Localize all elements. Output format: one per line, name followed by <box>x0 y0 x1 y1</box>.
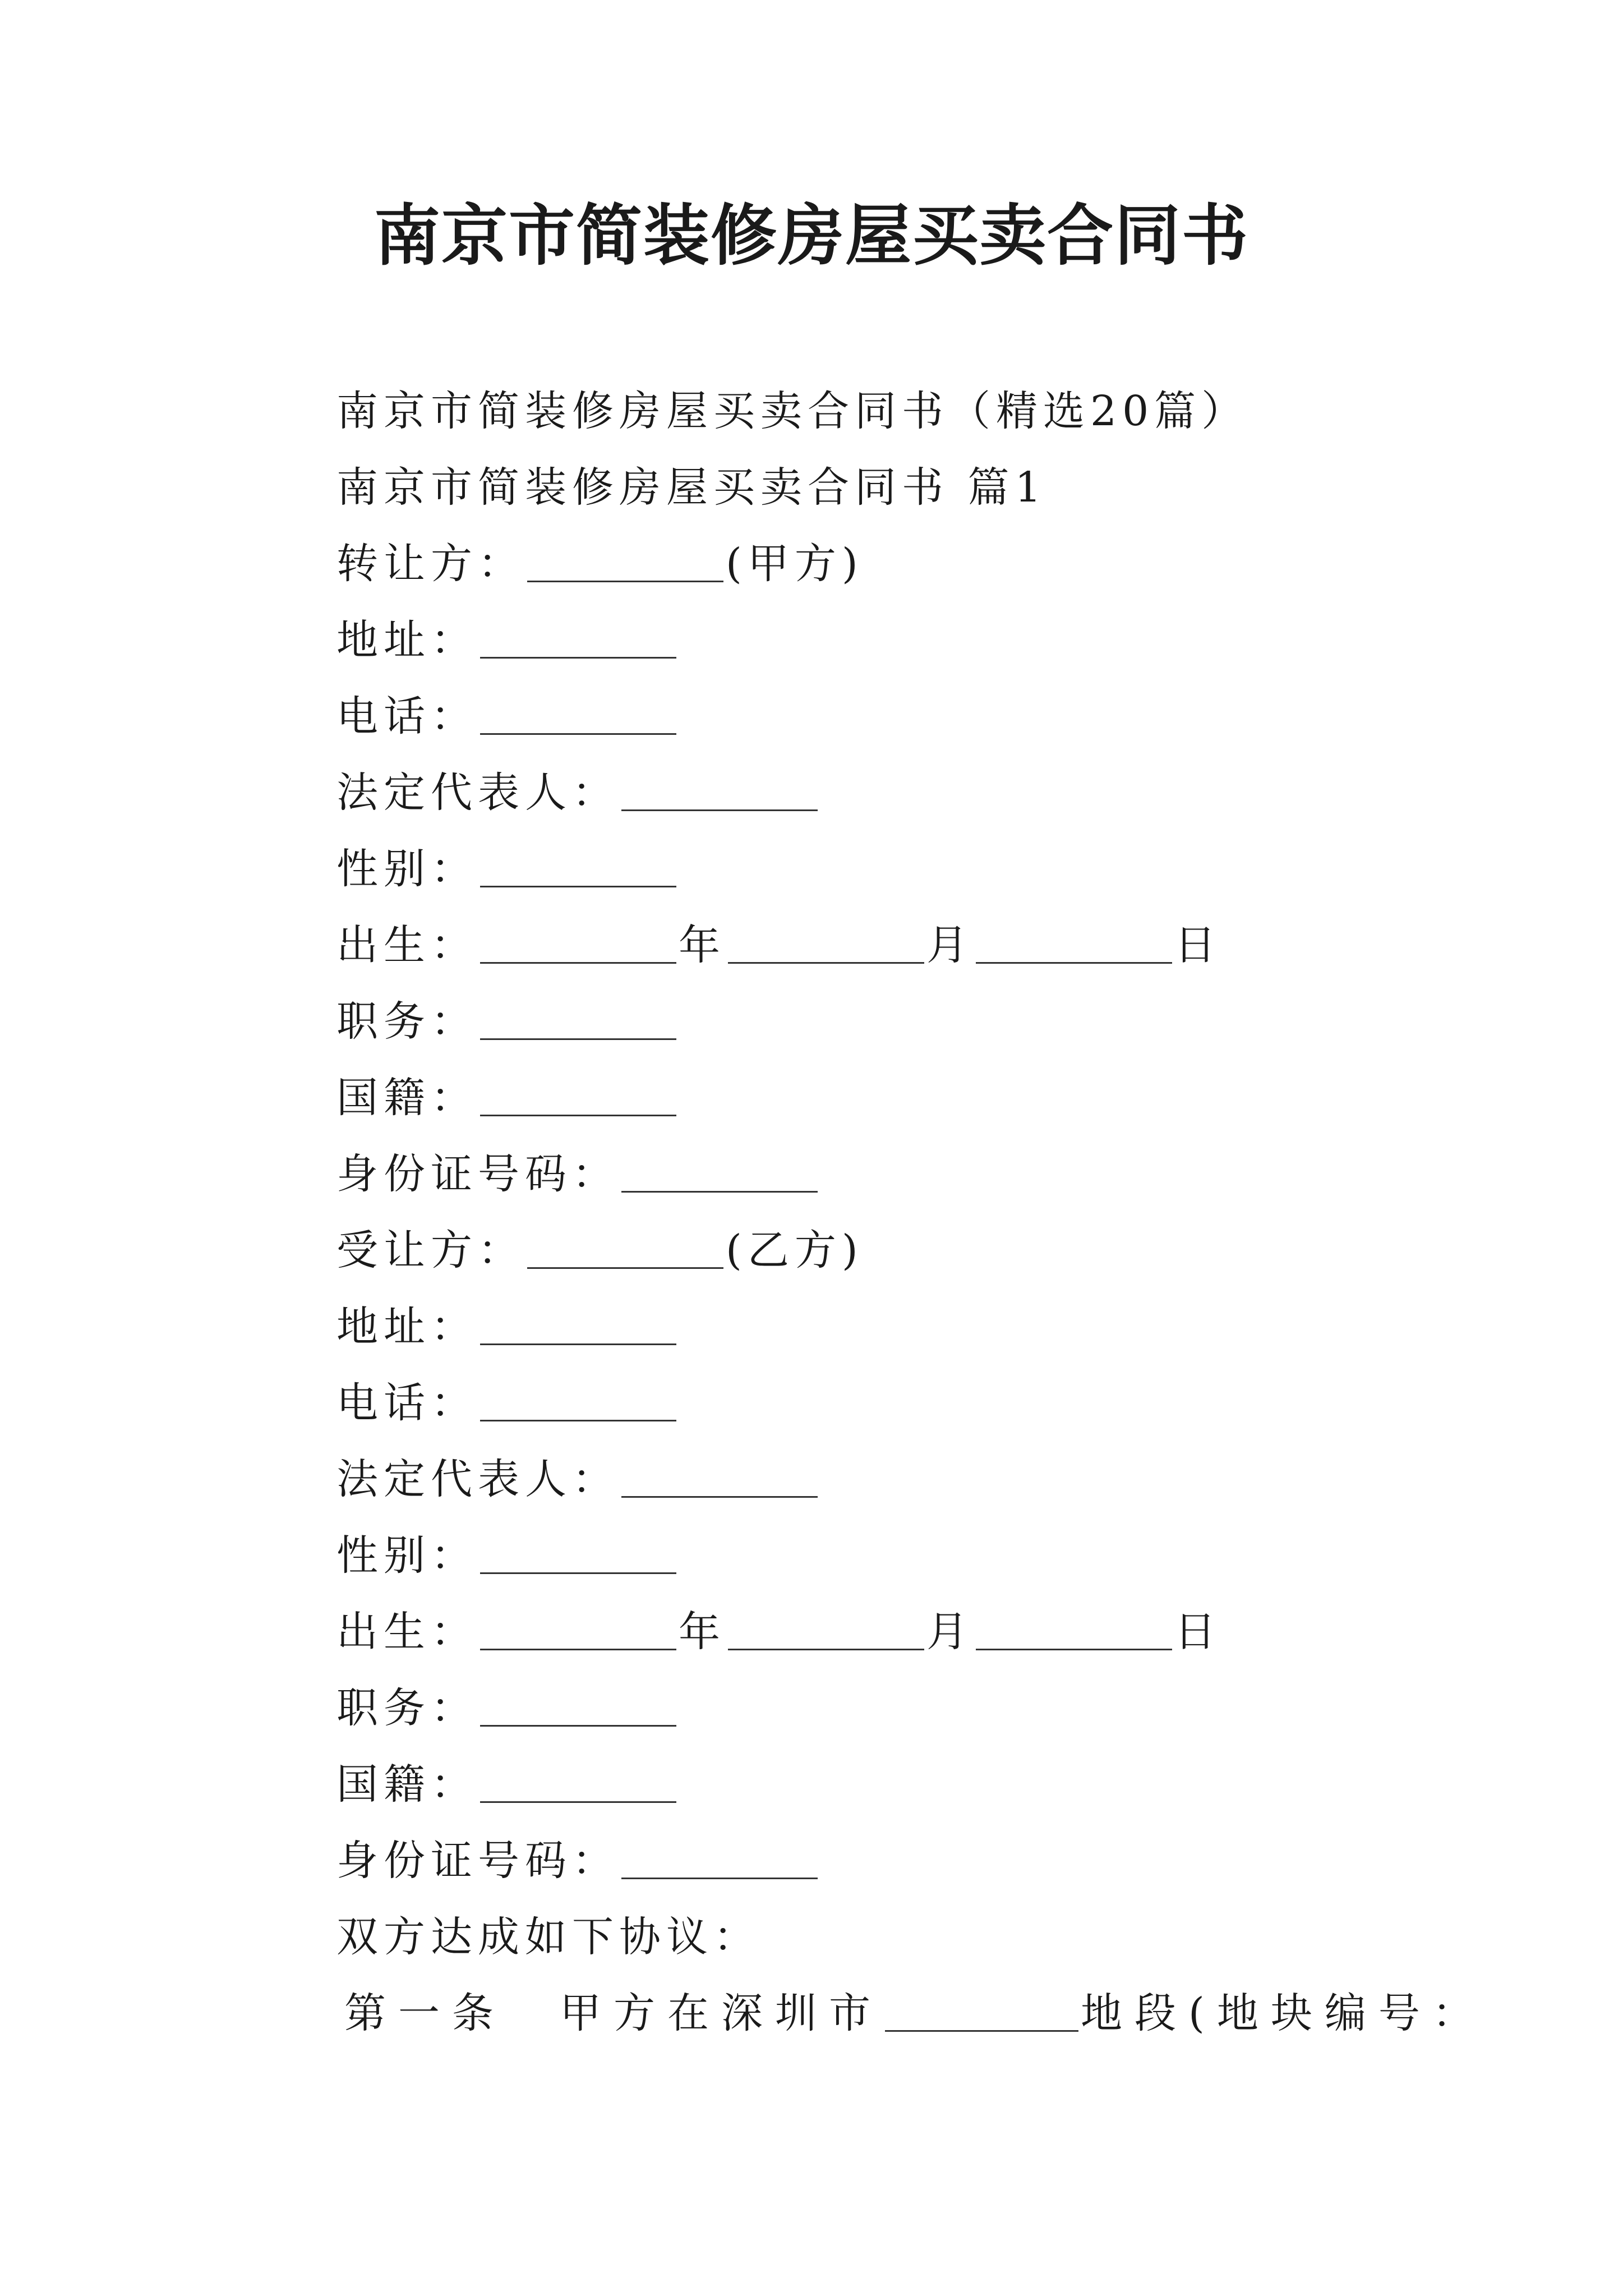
party-a-gender-label: 性别： <box>336 845 478 893</box>
party-b-position-line <box>336 1670 1486 1746</box>
party-a-position-label: 职务： <box>336 997 478 1046</box>
party-b-birth-line <box>336 1594 1486 1670</box>
party-b-gender-blank[interactable] <box>480 1571 676 1574</box>
section-heading: 南京市简装修房屋买卖合同书 篇1 <box>336 463 1047 512</box>
document-subtitle: 南京市简装修房屋买卖合同书（精选20篇） <box>336 387 1249 435</box>
party-b-position-blank[interactable] <box>480 1724 676 1727</box>
party-a-address-label: 地址： <box>336 616 478 664</box>
party-b-id-blank[interactable] <box>621 1876 818 1879</box>
article-1-location-blank[interactable] <box>885 2029 1078 2032</box>
party-a-id-line <box>336 1136 1486 1212</box>
article-1-end: 地段(地块编号： <box>1081 1989 1486 2037</box>
party-a-year-label: 年 <box>679 921 726 969</box>
party-a-birth-label: 出生： <box>336 921 478 969</box>
article-1-line <box>336 1975 1486 2051</box>
party-b-legal-rep-label: 法定代表人： <box>336 1455 619 1503</box>
document-title: 南京市简装修房屋买卖合同书 <box>374 196 1249 274</box>
party-a-legal-rep-line <box>336 754 1486 831</box>
party-b-legal-rep-line <box>336 1441 1486 1517</box>
article-1-start: 第一条 甲方在深圳市 <box>344 1989 883 2037</box>
party-b-birth-year-blank[interactable] <box>480 1648 676 1650</box>
party-b-address-line <box>336 1289 1486 1365</box>
party-a-gender-line <box>336 831 1486 907</box>
party-a-position-line <box>336 983 1486 1060</box>
party-a-legal-rep-blank[interactable] <box>621 808 818 811</box>
party-b-phone-line <box>336 1365 1486 1441</box>
party-a-birth-month-blank[interactable] <box>728 961 924 964</box>
party-b-month-label: 月 <box>926 1608 974 1656</box>
party-a-suffix: (甲方) <box>726 540 864 588</box>
party-b-birth-month-blank[interactable] <box>728 1648 924 1650</box>
party-a-gender-blank[interactable] <box>480 885 676 887</box>
party-a-birth-day-blank[interactable] <box>976 961 1172 964</box>
party-b-nationality-blank[interactable] <box>480 1800 676 1803</box>
party-b-position-label: 职务： <box>336 1684 478 1732</box>
party-b-birth-day-blank[interactable] <box>976 1648 1172 1650</box>
party-b-year-label: 年 <box>679 1608 726 1656</box>
party-a-month-label: 月 <box>926 921 974 969</box>
party-b-nationality-label: 国籍： <box>336 1760 478 1809</box>
party-a-label: 转让方： <box>336 540 525 588</box>
party-b-day-label: 日 <box>1174 1608 1221 1656</box>
party-b-gender-label: 性别： <box>336 1531 478 1580</box>
party-b-nationality-line <box>336 1746 1486 1823</box>
party-b-legal-rep-blank[interactable] <box>621 1495 818 1498</box>
party-b-name-blank[interactable] <box>527 1266 723 1269</box>
party-a-nationality-blank[interactable] <box>480 1114 676 1116</box>
party-a-phone-blank[interactable] <box>480 732 676 735</box>
party-a-nationality-label: 国籍： <box>336 1074 478 1122</box>
party-b-label: 受让方： <box>336 1226 525 1274</box>
party-b-suffix: (乙方) <box>726 1226 864 1274</box>
party-a-position-blank[interactable] <box>480 1037 676 1040</box>
party-a-birth-line <box>336 907 1486 983</box>
party-b-phone-label: 电话： <box>336 1379 478 1427</box>
agreement-intro: 双方达成如下协议： <box>336 1913 760 1961</box>
party-a-address-line <box>336 602 1486 678</box>
party-a-line <box>336 526 1486 602</box>
party-b-gender-line <box>336 1517 1486 1594</box>
party-a-id-label: 身份证号码： <box>336 1150 619 1198</box>
party-a-nationality-line <box>336 1060 1486 1136</box>
party-a-phone-label: 电话： <box>336 692 478 740</box>
party-b-phone-blank[interactable] <box>480 1419 676 1421</box>
party-b-line <box>336 1212 1486 1289</box>
party-b-id-label: 身份证号码： <box>336 1837 619 1885</box>
document-body <box>336 373 1486 2051</box>
party-a-id-blank[interactable] <box>621 1190 818 1193</box>
party-b-address-blank[interactable] <box>480 1342 676 1345</box>
party-b-id-line <box>336 1823 1486 1899</box>
party-a-phone-line <box>336 678 1486 754</box>
party-a-day-label: 日 <box>1174 921 1221 969</box>
party-b-address-label: 地址： <box>336 1303 478 1351</box>
party-b-birth-label: 出生： <box>336 1608 478 1656</box>
party-a-legal-rep-label: 法定代表人： <box>336 769 619 817</box>
party-a-address-blank[interactable] <box>480 656 676 659</box>
party-a-name-blank[interactable] <box>527 579 723 582</box>
party-a-birth-year-blank[interactable] <box>480 961 676 964</box>
